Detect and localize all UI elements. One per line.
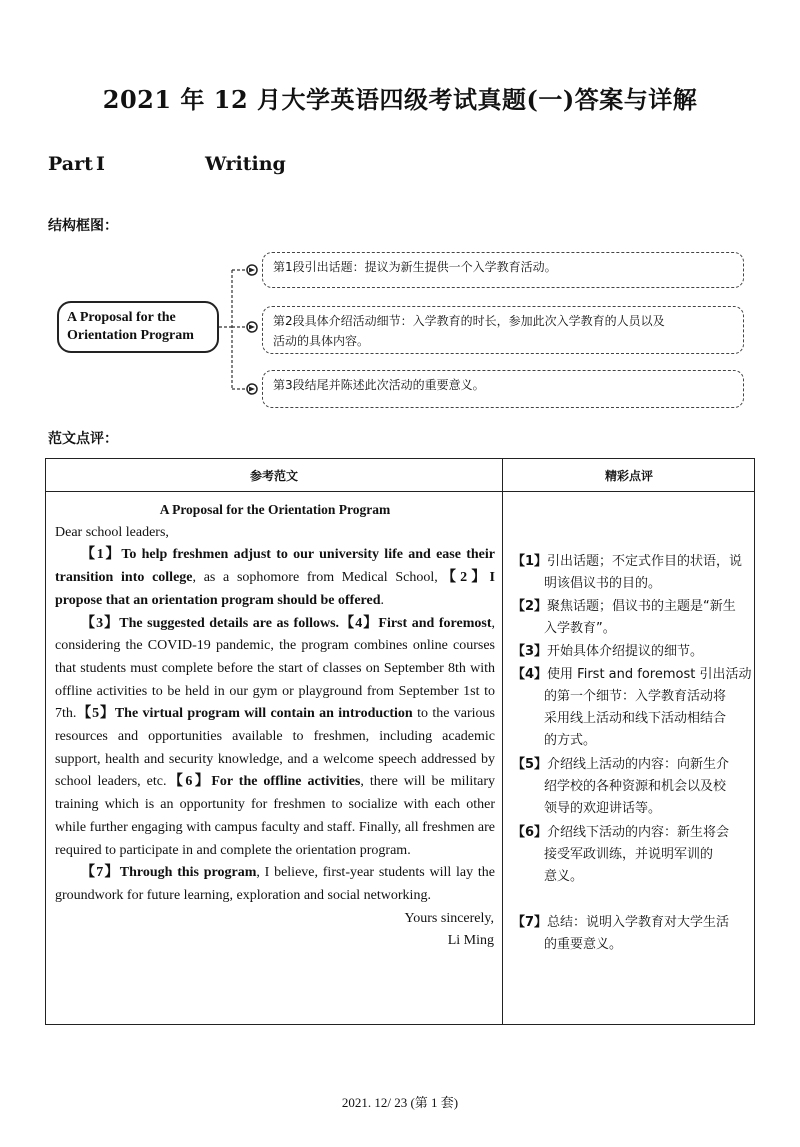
root-line-1: A Proposal for the bbox=[67, 310, 176, 325]
essay-text-7: , I believe, first-year students will lay the groundwork for future learning, exploration and social networking. bbox=[55, 865, 495, 903]
marker-2: 【2】 bbox=[437, 570, 490, 586]
essay-text-4: , considering the COVID-19 pandemic, the program combines online courses that students must complete before the start of classes on September 8th with offline activities to be held in our gym or playground from September 1st to 7th. bbox=[55, 615, 495, 722]
essay-text-5: to the various resources and opportunities available to freshmen, including academic support, health and security knowledge, and a welcome speech addressed by school leaders, etc. bbox=[55, 706, 496, 790]
essay-text-1: , as a sophomore from Medical School, bbox=[192, 570, 438, 586]
branch-2-text-line1: 第2段具体介绍活动细节：入学教育的时长，参加此次入学教育的人员以及 bbox=[273, 314, 665, 328]
part-label: Part bbox=[48, 153, 93, 175]
review-heading: 范文点评： bbox=[48, 431, 118, 447]
column-divider bbox=[502, 459, 503, 1024]
essay-text-2: . bbox=[380, 592, 385, 608]
essay-bold-6: For the offline activities bbox=[211, 774, 361, 790]
root-line-2: Orientation Program bbox=[67, 328, 194, 343]
essay-paragraph-3 bbox=[55, 862, 495, 907]
branch-2-text-line2: 活动的具体内容。 bbox=[273, 334, 370, 348]
essay-salutation: Dear school leaders, bbox=[55, 524, 169, 540]
comment-1: 【1】引出话题；不定式作目的状语，说 明该倡议书的目的。 bbox=[512, 554, 743, 591]
marker-6: 【6】 bbox=[166, 774, 212, 790]
column-header-comments: 精彩点评 bbox=[604, 469, 653, 483]
essay-signature: Li Ming bbox=[447, 933, 494, 949]
branch-paragraph-3 bbox=[262, 370, 744, 408]
marker-3: 【3】 bbox=[81, 615, 120, 631]
column-header-essay: 参考范文 bbox=[249, 469, 298, 483]
marker-7: 【7】 bbox=[81, 865, 120, 881]
essay-bold-3: The suggested details are as follows. bbox=[119, 615, 340, 631]
comment-6: 【6】介绍线下活动的内容：新生将会 接受军政训练，并说明军训的 意义。 bbox=[512, 825, 730, 884]
part-number: Ⅰ bbox=[96, 153, 105, 175]
essay-text-6: , there will be military training which is an opportunity for freshmen to socialize with each other while further engaging with campus faculty and staff. Finally, all freshmen are required to participate in and complete the orientation program. bbox=[55, 774, 496, 858]
branch-paragraph-2 bbox=[262, 306, 744, 354]
marker-5: 【5】 bbox=[76, 706, 115, 722]
branch-paragraph-1 bbox=[262, 252, 744, 288]
review-table bbox=[45, 458, 755, 1025]
essay-bold-5: The virtual program will contain an introduction bbox=[114, 706, 413, 722]
structure-heading: 结构框图： bbox=[48, 218, 118, 234]
comment-4: 【4】使用 First and foremost 引出活动 的第一个细节：入学教育活动将 采用线上活动和线下活动相结合 的方式。 bbox=[512, 667, 752, 748]
marker-1: 【1】 bbox=[81, 547, 122, 563]
part-name: Writing bbox=[205, 153, 286, 175]
comment-2: 【2】聚焦话题；倡议书的主题是“新生 入学教育”。 bbox=[512, 599, 736, 636]
essay-bold-1: To help freshmen adjust to our university life and ease their transition into college bbox=[55, 547, 495, 586]
sample-essay bbox=[55, 499, 495, 953]
root-node bbox=[57, 301, 219, 353]
essay-title: A Proposal for the Orientation Program bbox=[159, 502, 391, 517]
essay-bold-2: I propose that an orientation program should be offered bbox=[55, 570, 495, 608]
comment-5: 【5】介绍线上活动的内容：向新生介 绍学校的各种资源和机会以及校 领导的欢迎讲话等。 bbox=[512, 757, 730, 816]
page-title: 2021 年 12 月大学英语四级考试真题(一)答案与详解 bbox=[102, 85, 698, 114]
essay-bold-7: Through this program bbox=[119, 865, 257, 881]
comment-3: 【3】开始具体介绍提议的细节。 bbox=[512, 644, 704, 659]
essay-paragraph-2 bbox=[55, 613, 495, 863]
branch-1-text: 第1段引出话题：提议为新生提供一个入学教育活动。 bbox=[273, 260, 557, 274]
comment-7: 【7】总结：说明入学教育对大学生活 的重要意义。 bbox=[512, 915, 730, 952]
essay-closing: Yours sincerely, bbox=[404, 910, 494, 926]
page-footer: 2021. 12/ 23 (第 1 套) bbox=[341, 1095, 459, 1110]
marker-4: 【4】 bbox=[339, 615, 379, 631]
essay-bold-4: First and foremost bbox=[378, 615, 492, 631]
essay-paragraph-1 bbox=[55, 544, 495, 612]
branch-3-text: 第3段结尾并陈述此次活动的重要意义。 bbox=[273, 378, 485, 392]
